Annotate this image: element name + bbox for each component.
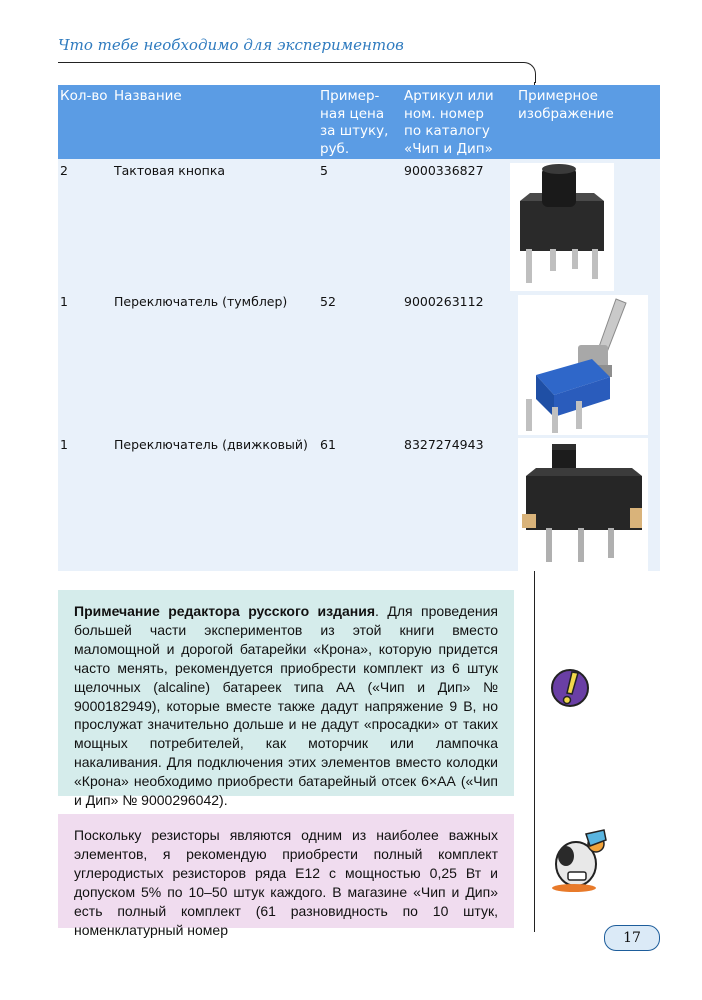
row2-name: Переключатель (тумблер) — [114, 294, 288, 309]
mascot-icon — [546, 826, 610, 896]
resistor-tip-text: Поскольку резисторы являются одним из наиболее важных элементов, я рекомендую приобрести полный комплект углеродистых резисторов ряда Е12 с мощностью 0,25 Вт и допуском 5% по 10–50 штук каждого. В магазине «Чип и Дип» есть полный комплект (61 разновидность по 10 штук, номенклатурный номер — [74, 827, 498, 938]
toggle-switch-photo — [518, 295, 648, 435]
row3-name: Переключатель (движковый) — [114, 437, 308, 452]
header-rule-corner — [519, 62, 536, 83]
header-name: Название — [114, 88, 182, 104]
slide-switch-photo — [518, 438, 648, 571]
row3-qty: 1 — [60, 437, 68, 452]
row2-qty: 1 — [60, 294, 68, 309]
header-rule — [58, 62, 520, 63]
row2-price: 52 — [320, 294, 336, 309]
editor-note-heading: Примечание редактора русского издания — [74, 603, 376, 619]
row3-article: 8327274943 — [404, 437, 484, 452]
editor-note — [58, 590, 514, 809]
row1-name: Тактовая кнопка — [114, 163, 226, 178]
tactile-button-photo — [510, 163, 614, 291]
row1-article: 9000336827 — [404, 163, 484, 178]
header-image: Примерное изображение — [518, 88, 614, 122]
parts-table — [58, 85, 660, 571]
row1-qty: 2 — [60, 163, 68, 178]
header-price: Пример- ная цена за штуку, руб. — [320, 88, 389, 157]
resistor-tip — [58, 814, 514, 938]
header-qty: Кол-во — [60, 88, 108, 104]
table-header — [58, 85, 660, 159]
row1-price: 5 — [320, 163, 328, 178]
editor-note-text — [74, 602, 498, 810]
chapter-title: Что тебе необходимо для экспериментов — [58, 36, 404, 54]
editor-note-body: . Для проведения большей части экспериментов из этой книги вместо маломощной и дорогой батарейки «Крона», которую придется часто менять, рекомендуется приобрести комплект из 6 штук щелочных (alcaline) батареек типа АА («Чип и Дип» № 9000182949), которые вместе также дадут напряжение 9 В, но прослужат значительно дольше и не дадут «просадки» от таких мощных потребителей, как моторчик или лампочка накаливания. Для подключения этих элементов вместо колодки «Крона» необходимо приобрести батарейный отсек 6×АА («Чип и Дип» № 9000296042). — [74, 603, 498, 809]
row2-article: 9000263112 — [404, 294, 484, 309]
exclamation-icon — [550, 666, 590, 714]
row3-price: 61 — [320, 437, 336, 452]
page-number: 17 — [604, 925, 660, 951]
header-article: Артикул или ном. номер по каталогу «Чип и Дип» — [404, 88, 494, 157]
